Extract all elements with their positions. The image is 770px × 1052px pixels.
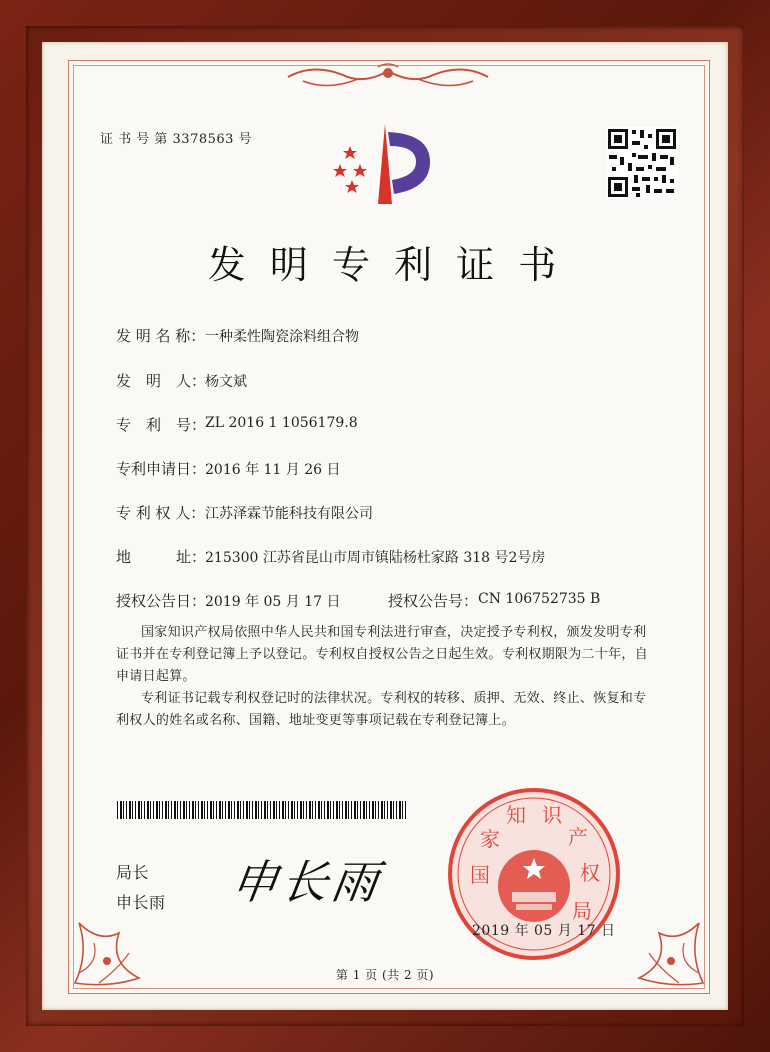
barcode — [117, 801, 407, 819]
invention-name-label: 发 明 名 称： — [116, 327, 206, 345]
filing-date-label: 专利申请日： — [116, 460, 207, 478]
inventor: 杨文斌 — [205, 374, 247, 390]
director-signature: 申长雨 — [227, 855, 386, 909]
patentee-label: 专 利 权 人： — [116, 504, 206, 522]
director-title: 局长 — [116, 863, 150, 882]
grant-date-label: 授权公告日： — [116, 592, 207, 610]
grant-no: CN 106752735 B — [478, 591, 601, 607]
paragraph-line: 申请日起算。 — [116, 669, 196, 684]
patent-no: ZL 2016 1 1056179.8 — [205, 415, 358, 431]
top-ornament — [283, 63, 493, 93]
svg-text:权: 权 — [580, 861, 600, 885]
patent-office-logo — [330, 118, 440, 208]
inventor-label: 发 明 人： — [116, 372, 207, 390]
paragraph-line: 专利证书记载专利权登记时的法律状况。专利权的转移、质押、无效、终止、恢复和专 — [141, 691, 647, 706]
svg-text:家: 家 — [480, 827, 500, 851]
invention-name: 一种柔性陶瓷涂料组合物 — [205, 329, 359, 345]
paragraph-line: 利权人的姓名或名称、国籍、地址变更等事项记载在专利登记簿上。 — [116, 713, 516, 728]
svg-text:局: 局 — [572, 899, 592, 923]
seal-date: 2019 年 05 月 17 日 — [472, 923, 616, 939]
certificate-title: 发 明 专 利 证 书 — [207, 243, 563, 287]
address-label: 地 址： — [116, 548, 207, 566]
paragraph-line: 证书并在专利登记簿上予以登记。专利权自授权公告之日起生效。专利权期限为二十年，自 — [116, 647, 649, 662]
page-footer: 第 1 页 (共 2 页) — [335, 968, 435, 982]
svg-text:产: 产 — [568, 825, 588, 849]
patent-no-label: 专 利 号： — [116, 416, 207, 434]
filing-date: 2016 年 11 月 26 日 — [205, 462, 341, 478]
certificate-number: 证 书 号 第 3378563 号 — [100, 132, 253, 147]
grant-no-label: 授权公告号： — [388, 592, 479, 610]
paragraph-line: 国家知识产权局依照中华人民共和国专利法进行审查，决定授予专利权，颁发发明专利 — [141, 625, 647, 640]
svg-text:知: 知 — [506, 803, 526, 827]
svg-text:识: 识 — [542, 803, 562, 827]
grant-date: 2019 年 05 月 17 日 — [205, 594, 341, 610]
patentee: 江苏泽霖节能科技有限公司 — [205, 506, 373, 522]
qr-code — [606, 127, 678, 199]
director-name: 申长雨 — [116, 893, 166, 912]
address: 215300 江苏省昆山市周市镇陆杨杜家路 318 号2号房 — [205, 550, 546, 566]
svg-text:国: 国 — [470, 863, 490, 887]
